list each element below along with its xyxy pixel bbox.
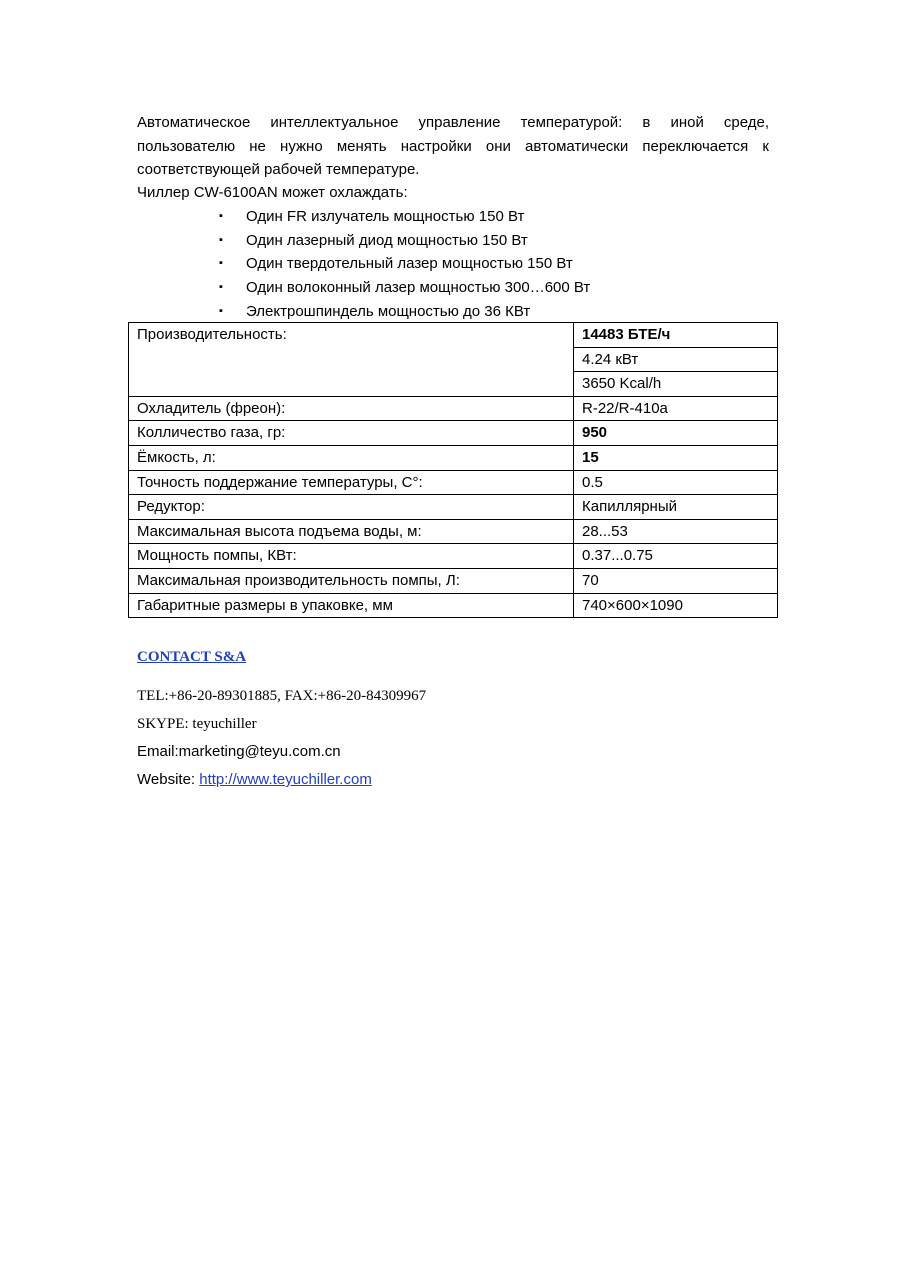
spec-value-temperature-accuracy: 0.5 [574, 470, 778, 495]
intro-paragraph: Автоматическое интеллектуальное управление температурой: в иной среде, пользователю не нужно менять настройки они автоматически переключается к соответствующей рабочей температуре. [137, 114, 769, 178]
contact-skype: SKYPE: teyuchiller [137, 716, 257, 732]
spec-label: Мощность помпы, КВт: [129, 544, 574, 569]
table-row [129, 568, 778, 593]
bullet-square-icon: ▪ [219, 281, 223, 294]
spec-value-pump-power: 0.37...0.75 [574, 544, 778, 569]
spec-label: Редуктор: [129, 495, 574, 520]
spec-value-max-water-lift: 28...53 [574, 519, 778, 544]
spec-label: Максимальная производительность помпы, Л: [129, 568, 574, 593]
list-item-text: Электрошпиндель мощностью до 36 КВт [246, 302, 531, 320]
spec-label: Колличество газа, гр: [129, 421, 574, 446]
bullet-square-icon: ▪ [219, 233, 223, 246]
list-item [0, 300, 906, 324]
spec-label: Ёмкость, л: [129, 445, 574, 470]
table-row [129, 445, 778, 470]
list-item [0, 205, 906, 229]
table-row [129, 323, 778, 348]
table-row [129, 519, 778, 544]
list-item [0, 229, 906, 253]
spec-value-performance-kcal: 3650 Kcal/h [574, 372, 778, 397]
spec-value-refrigerant: R-22/R-410a [574, 396, 778, 421]
list-item [0, 252, 906, 276]
spec-label: Точность поддержание температуры, C°: [129, 470, 574, 495]
list-item-text: Один твердотельный лазер мощностью 150 Вт [246, 255, 573, 273]
bullet-square-icon: ▪ [219, 210, 223, 222]
spec-label: Габаритные размеры в упаковке, мм [129, 593, 574, 618]
bullet-square-icon: ▪ [219, 304, 223, 317]
spec-value-performance-kw: 4.24 кВт [574, 347, 778, 372]
contact-phone-fax: TEL:+86-20-89301885, FAX:+86-20-84309967 [137, 688, 427, 704]
spec-label-performance: Производительность: [129, 323, 574, 397]
table-row [129, 544, 778, 569]
spec-value-pump-flow: 70 [574, 568, 778, 593]
spec-value-performance-btu: 14483 БТЕ/ч [574, 323, 778, 348]
contact-website [137, 771, 372, 788]
contact-heading-link[interactable]: CONTACT S&A [137, 649, 247, 665]
list-item-text: Один волоконный лазер мощностью 300…600 Вт [246, 279, 591, 297]
contact-email: Email:marketing@teyu.com.cn [137, 743, 341, 760]
spec-label: Максимальная высота подъема воды, м: [129, 519, 574, 544]
contact-website-label: Website: [137, 771, 200, 788]
table-row [129, 470, 778, 495]
bullet-square-icon: ▪ [219, 257, 223, 270]
spec-value-capacity: 15 [574, 445, 778, 470]
table-row [129, 495, 778, 520]
spec-value-reducer: Капиллярный [574, 495, 778, 520]
spec-value-gas-amount: 950 [574, 421, 778, 446]
spec-label: Охладитель (фреон): [129, 396, 574, 421]
table-row [129, 421, 778, 446]
list-item-text: Один лазерный диод мощностью 150 Вт [246, 231, 528, 249]
list-item-text: Один FR излучатель мощностью 150 Вт [246, 208, 525, 225]
cooling-capability-list [0, 205, 906, 323]
list-item [0, 276, 906, 300]
specifications-table [128, 322, 778, 618]
table-row [129, 593, 778, 618]
website-link[interactable]: http://www.teyuchiller.com [199, 771, 372, 788]
spec-value-package-dimensions: 740×600×1090 [574, 593, 778, 618]
cooling-capability-lead: Чиллер CW-6100AN может охлаждать: [137, 184, 408, 201]
table-row [129, 396, 778, 421]
